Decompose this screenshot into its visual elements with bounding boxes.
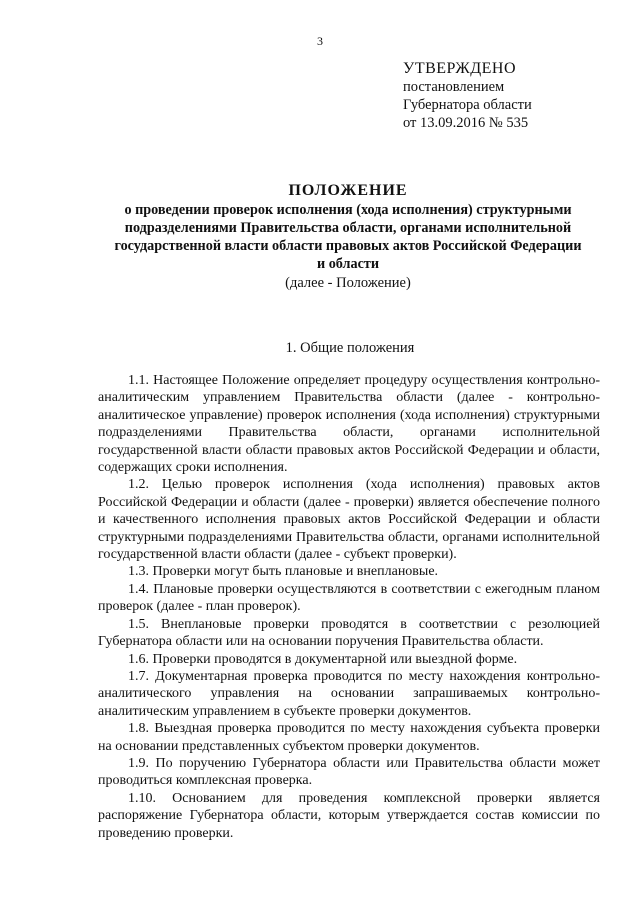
heading-line: государственной власти области правовых актов Российской Федерации — [114, 238, 582, 254]
paragraph: 1.4. Плановые проверки осуществляются в соответствии с ежегодным планом проверок (далее - план проверок). — [98, 581, 600, 615]
heading-line: о проведении проверок исполнения (хода исполнения) структурными — [124, 202, 572, 218]
document-body — [98, 372, 600, 842]
heading-subtitle: (далее - Положение) — [285, 275, 411, 291]
paragraph: 1.1. Настоящее Положение определяет процедуру осуществления контрольно-аналитическим управлением Правительства области (далее - контрольно-аналитическое управление) проверок исполнения (хода исполнения) структурными подразделениями Правительства области, органами исполнительной государственной власти области правовых актов Российской Федерации и области, содержащих сроки исполнения. — [98, 373, 600, 476]
paragraph: 1.6. Проверки проводятся в документарной или выездной форме. — [128, 651, 518, 667]
approval-line: постановлением — [403, 79, 505, 95]
paragraph: 1.8. Выездная проверка проводится по месту нахождения субъекта проверки на основании представленных субъектом проверки документов. — [98, 721, 600, 754]
document-title: ПОЛОЖЕНИЕ — [288, 182, 408, 199]
section-title: 1. Общие положения — [285, 340, 415, 356]
heading-line: и области — [316, 256, 380, 272]
paragraph: 1.10. Основанием для проведения комплексной проверки является распоряжение Губернатора области, которым утверждается состав комиссии по проведению проверки. — [98, 790, 600, 841]
approval-title: УТВЕРЖДЕНО — [403, 60, 517, 77]
approval-line: Губернатора области — [403, 97, 532, 113]
paragraph: 1.3. Проверки могут быть плановые и внеплановые. — [128, 564, 439, 580]
paragraph: 1.9. По поручению Губернатора области или Правительства области может проводиться комплексная проверка. — [98, 755, 600, 789]
document-heading — [88, 181, 608, 292]
heading-line: подразделениями Правительства области, органами исполнительной — [124, 220, 572, 236]
paragraph: 1.7. Документарная проверка проводится по месту нахождения контрольно-аналитического управления на основании запрашиваемых контрольно-аналитическим управлением в субъекте проверки документов. — [98, 668, 600, 719]
paragraph: 1.2. Целью проверок исполнения (хода исполнения) правовых актов Российской Федерации и области (далее - проверки) является обеспечение полного и качественного исполнения правовых актов Российской Федерации и области структурными подразделениями Правительства области, органами исполнительной государственной власти области (далее - субъект проверки). — [98, 477, 600, 563]
approval-block — [403, 60, 532, 132]
page-number: 3 — [317, 34, 323, 48]
approval-line: от 13.09.2016 № 535 — [403, 115, 529, 131]
paragraph: 1.5. Внеплановые проверки проводятся в соответствии с резолюцией Губернатора области или на основании поручения Правительства области. — [98, 616, 600, 650]
